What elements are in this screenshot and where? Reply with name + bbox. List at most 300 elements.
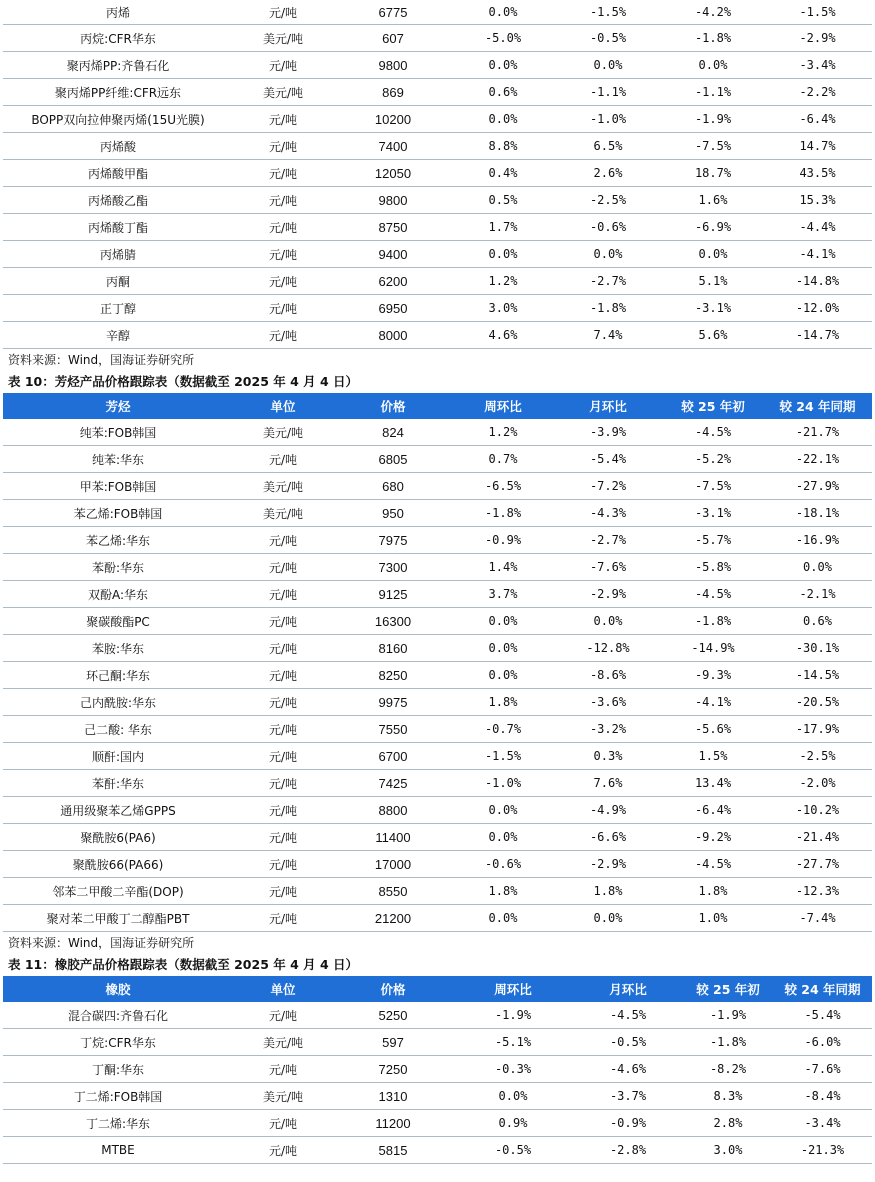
change-cell: -4.1% — [663, 689, 763, 716]
product-name-cell: 苯酚:华东 — [3, 554, 233, 581]
change-cell: 0.9% — [453, 1110, 573, 1137]
table-row — [3, 716, 872, 743]
price-cell: 16300 — [333, 608, 453, 635]
change-cell: 1.8% — [553, 878, 663, 905]
price-cell: 5250 — [333, 1002, 453, 1029]
table-row — [3, 295, 872, 322]
change-cell: 0.0% — [453, 905, 553, 932]
table-row — [3, 106, 872, 133]
price-cell: 6775 — [333, 0, 453, 25]
change-cell: 3.0% — [453, 295, 553, 322]
unit-cell: 美元/吨 — [233, 500, 333, 527]
unit-cell: 元/吨 — [233, 851, 333, 878]
change-cell: -30.1% — [763, 635, 872, 662]
change-cell: -1.1% — [663, 79, 763, 106]
table-row — [3, 824, 872, 851]
change-cell: -7.4% — [763, 905, 872, 932]
price-cell: 9800 — [333, 52, 453, 79]
unit-cell: 元/吨 — [233, 824, 333, 851]
price-cell: 7425 — [333, 770, 453, 797]
column-header: 单位 — [233, 976, 333, 1002]
change-cell: 1.7% — [453, 214, 553, 241]
change-cell: -21.3% — [773, 1137, 872, 1164]
unit-cell: 元/吨 — [233, 689, 333, 716]
change-cell: -5.4% — [773, 1002, 872, 1029]
change-cell: -8.6% — [553, 662, 663, 689]
change-cell: 43.5% — [763, 160, 872, 187]
change-cell: -5.1% — [453, 1029, 573, 1056]
change-cell: -17.9% — [763, 716, 872, 743]
product-name-cell: 聚碳酸酯PC — [3, 608, 233, 635]
change-cell: 2.6% — [553, 160, 663, 187]
change-cell: -3.4% — [763, 52, 872, 79]
table-row — [3, 1002, 872, 1029]
table-row — [3, 743, 872, 770]
change-cell: -7.2% — [553, 473, 663, 500]
product-name-cell: 丁酮:华东 — [3, 1056, 233, 1083]
unit-cell: 元/吨 — [233, 635, 333, 662]
price-cell: 9800 — [333, 187, 453, 214]
table-row — [3, 878, 872, 905]
change-cell: -5.2% — [663, 446, 763, 473]
change-cell: 13.4% — [663, 770, 763, 797]
change-cell: -0.9% — [573, 1110, 683, 1137]
price-cell: 824 — [333, 419, 453, 446]
change-cell: -5.8% — [663, 554, 763, 581]
change-cell: -16.9% — [763, 527, 872, 554]
change-cell: 0.0% — [553, 905, 663, 932]
change-cell: 0.0% — [453, 241, 553, 268]
table-row — [3, 268, 872, 295]
product-name-cell: 顺酐:国内 — [3, 743, 233, 770]
change-cell: -4.5% — [663, 851, 763, 878]
price-cell: 597 — [333, 1029, 453, 1056]
unit-cell: 元/吨 — [233, 1056, 333, 1083]
change-cell: 0.0% — [553, 241, 663, 268]
column-header: 周环比 — [453, 976, 573, 1002]
change-cell: 1.5% — [663, 743, 763, 770]
change-cell: -1.0% — [453, 770, 553, 797]
unit-cell: 美元/吨 — [233, 79, 333, 106]
product-name-cell: 通用级聚苯乙烯GPPS — [3, 797, 233, 824]
change-cell: -14.7% — [763, 322, 872, 349]
price-cell: 7250 — [333, 1056, 453, 1083]
change-cell: 0.0% — [453, 662, 553, 689]
change-cell: -14.5% — [763, 662, 872, 689]
product-name-cell: 聚酰胺6(PA6) — [3, 824, 233, 851]
change-cell: 0.4% — [453, 160, 553, 187]
table-row — [3, 500, 872, 527]
table-row — [3, 608, 872, 635]
table-header-row — [3, 976, 872, 1002]
change-cell: -2.9% — [553, 581, 663, 608]
change-cell: -6.0% — [773, 1029, 872, 1056]
change-cell: -6.4% — [663, 797, 763, 824]
change-cell: -27.9% — [763, 473, 872, 500]
change-cell: 0.0% — [663, 241, 763, 268]
unit-cell: 元/吨 — [233, 905, 333, 932]
product-name-cell: 丙烯酸甲酯 — [3, 160, 233, 187]
table-row — [3, 635, 872, 662]
table-row — [3, 1029, 872, 1056]
product-name-cell: 丙烯 — [3, 0, 233, 25]
table-row — [3, 581, 872, 608]
change-cell: -3.7% — [573, 1083, 683, 1110]
change-cell: -0.7% — [453, 716, 553, 743]
change-cell: -3.1% — [663, 500, 763, 527]
column-header: 较 24 年同期 — [773, 976, 872, 1002]
change-cell: -1.9% — [683, 1002, 773, 1029]
unit-cell: 元/吨 — [233, 581, 333, 608]
price-cell: 9400 — [333, 241, 453, 268]
price-cell: 17000 — [333, 851, 453, 878]
change-cell: -5.4% — [553, 446, 663, 473]
change-cell: -4.1% — [763, 241, 872, 268]
table-row — [3, 770, 872, 797]
change-cell: 4.6% — [453, 322, 553, 349]
change-cell: -14.9% — [663, 635, 763, 662]
table-row — [3, 1110, 872, 1137]
aromatics-price-table — [3, 393, 872, 932]
change-cell: -2.9% — [763, 25, 872, 52]
unit-cell: 元/吨 — [233, 214, 333, 241]
column-header: 月环比 — [553, 393, 663, 419]
price-cell: 7400 — [333, 133, 453, 160]
change-cell: -7.5% — [663, 133, 763, 160]
change-cell: -2.0% — [763, 770, 872, 797]
table-row — [3, 797, 872, 824]
price-cell: 8800 — [333, 797, 453, 824]
rubber-price-table — [3, 976, 872, 1164]
change-cell: -0.6% — [453, 851, 553, 878]
product-name-cell: 聚对苯二甲酸丁二醇酯PBT — [3, 905, 233, 932]
product-name-cell: 邻苯二甲酸二辛酯(DOP) — [3, 878, 233, 905]
product-name-cell: 丁烷:CFR华东 — [3, 1029, 233, 1056]
unit-cell: 元/吨 — [233, 554, 333, 581]
change-cell: 5.1% — [663, 268, 763, 295]
price-cell: 21200 — [333, 905, 453, 932]
change-cell: -14.8% — [763, 268, 872, 295]
source-note: 资料来源：Wind，国海证券研究所 — [8, 936, 195, 950]
price-cell: 6700 — [333, 743, 453, 770]
change-cell: 0.0% — [553, 608, 663, 635]
change-cell: 1.2% — [453, 419, 553, 446]
product-name-cell: 聚丙烯PP:齐鲁石化 — [3, 52, 233, 79]
change-cell: -3.2% — [553, 716, 663, 743]
product-name-cell: 丙酮 — [3, 268, 233, 295]
change-cell: -6.6% — [553, 824, 663, 851]
table-row — [3, 79, 872, 106]
price-cell: 6805 — [333, 446, 453, 473]
unit-cell: 元/吨 — [233, 662, 333, 689]
product-name-cell: 苯酐:华东 — [3, 770, 233, 797]
price-cell: 8550 — [333, 878, 453, 905]
change-cell: -21.7% — [763, 419, 872, 446]
change-cell: 1.4% — [453, 554, 553, 581]
price-cell: 6200 — [333, 268, 453, 295]
change-cell: 5.6% — [663, 322, 763, 349]
unit-cell: 元/吨 — [233, 608, 333, 635]
product-name-cell: 丁二烯:FOB韩国 — [3, 1083, 233, 1110]
change-cell: -12.8% — [553, 635, 663, 662]
table-row — [3, 419, 872, 446]
product-name-cell: 苯胺:华东 — [3, 635, 233, 662]
price-cell: 607 — [333, 25, 453, 52]
column-header: 芳烃 — [3, 393, 233, 419]
product-name-cell: 苯乙烯:FOB韩国 — [3, 500, 233, 527]
change-cell: 0.0% — [453, 52, 553, 79]
change-cell: -0.5% — [453, 1137, 573, 1164]
change-cell: -1.8% — [683, 1029, 773, 1056]
change-cell: -1.0% — [553, 106, 663, 133]
change-cell: 0.0% — [663, 52, 763, 79]
change-cell: -1.8% — [453, 500, 553, 527]
unit-cell: 元/吨 — [233, 52, 333, 79]
price-cell: 8160 — [333, 635, 453, 662]
change-cell: -6.9% — [663, 214, 763, 241]
unit-cell: 元/吨 — [233, 770, 333, 797]
change-cell: 14.7% — [763, 133, 872, 160]
column-header: 较 25 年初 — [663, 393, 763, 419]
change-cell: -0.5% — [573, 1029, 683, 1056]
change-cell: -21.4% — [763, 824, 872, 851]
table-row — [3, 689, 872, 716]
change-cell: -4.5% — [663, 581, 763, 608]
price-cell: 7300 — [333, 554, 453, 581]
change-cell: -6.4% — [763, 106, 872, 133]
change-cell: -20.5% — [763, 689, 872, 716]
price-cell: 9975 — [333, 689, 453, 716]
change-cell: 1.2% — [453, 268, 553, 295]
unit-cell: 元/吨 — [233, 106, 333, 133]
change-cell: -2.5% — [553, 187, 663, 214]
price-cell: 5815 — [333, 1137, 453, 1164]
product-name-cell: 聚丙烯PP纤维:CFR远东 — [3, 79, 233, 106]
price-cell: 8750 — [333, 214, 453, 241]
product-name-cell: 丙烷:CFR华东 — [3, 25, 233, 52]
unit-cell: 美元/吨 — [233, 25, 333, 52]
change-cell: 0.0% — [453, 106, 553, 133]
product-name-cell: 丙烯酸 — [3, 133, 233, 160]
table-row — [3, 52, 872, 79]
change-cell: -3.1% — [663, 295, 763, 322]
change-cell: 6.5% — [553, 133, 663, 160]
table-row — [3, 187, 872, 214]
table-row — [3, 473, 872, 500]
product-name-cell: 丙烯酸丁酯 — [3, 214, 233, 241]
change-cell: -0.3% — [453, 1056, 573, 1083]
table-row — [3, 905, 872, 932]
table-row — [3, 160, 872, 187]
change-cell: -4.6% — [573, 1056, 683, 1083]
table-row — [3, 322, 872, 349]
change-cell: -5.0% — [453, 25, 553, 52]
product-name-cell: 己二酸: 华东 — [3, 716, 233, 743]
change-cell: 7.6% — [553, 770, 663, 797]
product-name-cell: 正丁醇 — [3, 295, 233, 322]
change-cell: 3.0% — [683, 1137, 773, 1164]
unit-cell: 元/吨 — [233, 878, 333, 905]
unit-cell: 元/吨 — [233, 133, 333, 160]
change-cell: -7.5% — [663, 473, 763, 500]
change-cell: 1.0% — [663, 905, 763, 932]
unit-cell: 元/吨 — [233, 187, 333, 214]
change-cell: -7.6% — [553, 554, 663, 581]
product-name-cell: 丙烯酸乙酯 — [3, 187, 233, 214]
change-cell: 0.0% — [453, 635, 553, 662]
unit-cell: 元/吨 — [233, 527, 333, 554]
change-cell: 0.6% — [763, 608, 872, 635]
change-cell: 7.4% — [553, 322, 663, 349]
change-cell: -4.2% — [663, 0, 763, 25]
unit-cell: 元/吨 — [233, 797, 333, 824]
table-row — [3, 1056, 872, 1083]
change-cell: 0.0% — [763, 554, 872, 581]
change-cell: 3.7% — [453, 581, 553, 608]
product-name-cell: 丙烯腈 — [3, 241, 233, 268]
table-11-caption: 表 11：橡胶产品价格跟踪表（数据截至 2025 年 4 月 4 日） — [8, 957, 359, 972]
unit-cell: 元/吨 — [233, 322, 333, 349]
unit-cell: 元/吨 — [233, 1002, 333, 1029]
change-cell: 1.8% — [453, 689, 553, 716]
product-name-cell: 纯苯:FOB韩国 — [3, 419, 233, 446]
unit-cell: 元/吨 — [233, 446, 333, 473]
change-cell: -9.3% — [663, 662, 763, 689]
change-cell: -1.9% — [453, 1002, 573, 1029]
price-cell: 6950 — [333, 295, 453, 322]
change-cell: -12.3% — [763, 878, 872, 905]
table-row — [3, 554, 872, 581]
change-cell: 0.0% — [453, 1083, 573, 1110]
change-cell: -2.1% — [763, 581, 872, 608]
change-cell: 1.6% — [663, 187, 763, 214]
change-cell: -5.6% — [663, 716, 763, 743]
change-cell: -4.5% — [573, 1002, 683, 1029]
product-name-cell: 丁二烯:华东 — [3, 1110, 233, 1137]
price-cell: 11400 — [333, 824, 453, 851]
change-cell: -0.5% — [553, 25, 663, 52]
change-cell: -12.0% — [763, 295, 872, 322]
change-cell: 0.0% — [453, 0, 553, 25]
change-cell: -9.2% — [663, 824, 763, 851]
change-cell: 0.7% — [453, 446, 553, 473]
change-cell: -1.8% — [663, 608, 763, 635]
table-row — [3, 25, 872, 52]
change-cell: 8.3% — [683, 1083, 773, 1110]
change-cell: 1.8% — [453, 878, 553, 905]
change-cell: 0.0% — [453, 824, 553, 851]
change-cell: -3.4% — [773, 1110, 872, 1137]
change-cell: -4.4% — [763, 214, 872, 241]
price-cell: 7550 — [333, 716, 453, 743]
unit-cell: 元/吨 — [233, 160, 333, 187]
unit-cell: 美元/吨 — [233, 1083, 333, 1110]
change-cell: -2.7% — [553, 268, 663, 295]
change-cell: -2.5% — [763, 743, 872, 770]
product-name-cell: 甲苯:FOB韩国 — [3, 473, 233, 500]
unit-cell: 元/吨 — [233, 268, 333, 295]
product-name-cell: 苯乙烯:华东 — [3, 527, 233, 554]
change-cell: -1.1% — [553, 79, 663, 106]
olefin-price-table — [3, 0, 872, 349]
change-cell: -2.9% — [553, 851, 663, 878]
price-cell: 869 — [333, 79, 453, 106]
table-10-caption: 表 10：芳烃产品价格跟踪表（数据截至 2025 年 4 月 4 日） — [8, 374, 359, 389]
column-header: 较 25 年初 — [683, 976, 773, 1002]
change-cell: 0.6% — [453, 79, 553, 106]
change-cell: -1.5% — [553, 0, 663, 25]
table-row — [3, 133, 872, 160]
change-cell: -1.5% — [453, 743, 553, 770]
table-row — [3, 0, 872, 25]
unit-cell: 元/吨 — [233, 716, 333, 743]
change-cell: 15.3% — [763, 187, 872, 214]
product-name-cell: 环己酮:华东 — [3, 662, 233, 689]
product-name-cell: MTBE — [3, 1137, 233, 1164]
price-cell: 8000 — [333, 322, 453, 349]
price-cell: 8250 — [333, 662, 453, 689]
change-cell: -1.9% — [663, 106, 763, 133]
table-row — [3, 446, 872, 473]
change-cell: -4.5% — [663, 419, 763, 446]
change-cell: -2.2% — [763, 79, 872, 106]
change-cell: 0.0% — [453, 608, 553, 635]
change-cell: -4.3% — [553, 500, 663, 527]
product-name-cell: 辛醇 — [3, 322, 233, 349]
change-cell: -1.5% — [763, 0, 872, 25]
column-header: 较 24 年同期 — [763, 393, 872, 419]
change-cell: 0.0% — [553, 52, 663, 79]
price-cell: 1310 — [333, 1083, 453, 1110]
product-name-cell: BOPP双向拉伸聚丙烯(15U光膜) — [3, 106, 233, 133]
unit-cell: 美元/吨 — [233, 1029, 333, 1056]
unit-cell: 元/吨 — [233, 743, 333, 770]
change-cell: -8.2% — [683, 1056, 773, 1083]
change-cell: -6.5% — [453, 473, 553, 500]
unit-cell: 元/吨 — [233, 1110, 333, 1137]
change-cell: -18.1% — [763, 500, 872, 527]
unit-cell: 元/吨 — [233, 295, 333, 322]
price-cell: 680 — [333, 473, 453, 500]
price-cell: 7975 — [333, 527, 453, 554]
table-row — [3, 1083, 872, 1110]
column-header: 价格 — [333, 976, 453, 1002]
column-header: 单位 — [233, 393, 333, 419]
change-cell: 0.0% — [453, 797, 553, 824]
change-cell: -3.6% — [553, 689, 663, 716]
change-cell: 0.3% — [553, 743, 663, 770]
table-row — [3, 662, 872, 689]
price-cell: 11200 — [333, 1110, 453, 1137]
price-cell: 10200 — [333, 106, 453, 133]
product-name-cell: 聚酰胺66(PA66) — [3, 851, 233, 878]
table-row — [3, 241, 872, 268]
change-cell: -7.6% — [773, 1056, 872, 1083]
source-note: 资料来源：Wind，国海证券研究所 — [8, 353, 195, 367]
unit-cell: 元/吨 — [233, 241, 333, 268]
change-cell: 8.8% — [453, 133, 553, 160]
table-row — [3, 851, 872, 878]
change-cell: -4.9% — [553, 797, 663, 824]
change-cell: -2.8% — [573, 1137, 683, 1164]
price-cell: 950 — [333, 500, 453, 527]
column-header: 橡胶 — [3, 976, 233, 1002]
change-cell: -10.2% — [763, 797, 872, 824]
table-row — [3, 527, 872, 554]
unit-cell: 美元/吨 — [233, 473, 333, 500]
unit-cell: 元/吨 — [233, 0, 333, 25]
product-name-cell: 纯苯:华东 — [3, 446, 233, 473]
